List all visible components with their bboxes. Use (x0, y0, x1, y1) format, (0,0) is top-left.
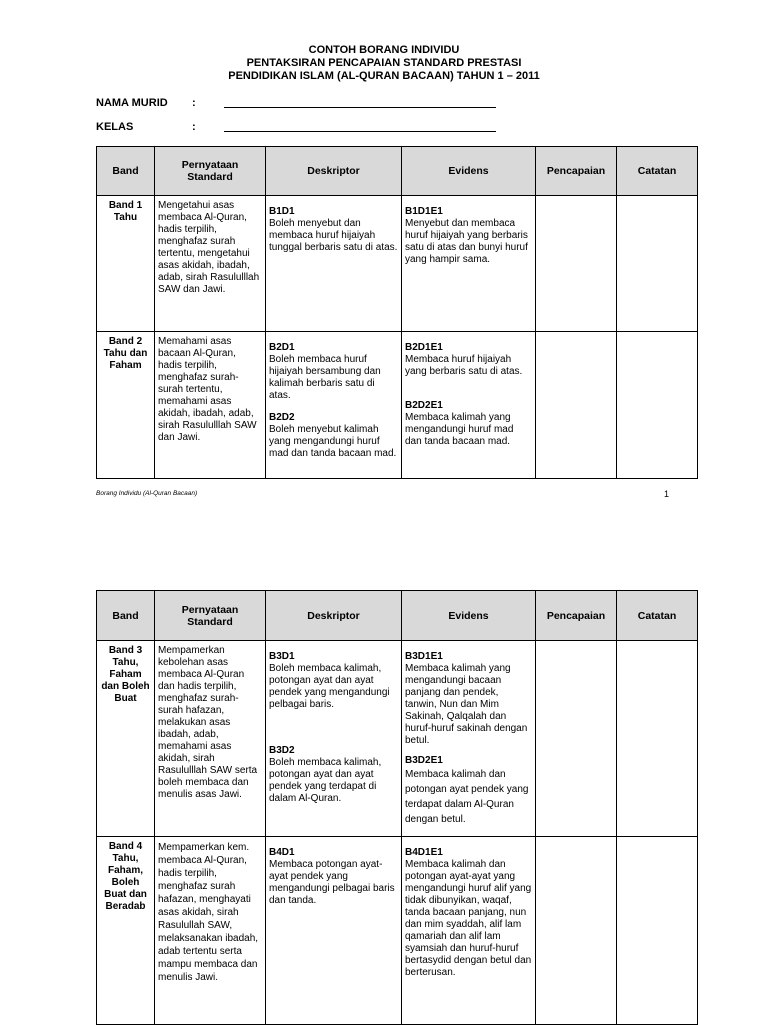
evidence-text: Membaca kalimah dan potongan ayat-ayat yang mengandungi huruf alif yang tidak dibunyikan, waqaf, tanda bacaan panjang, nun dan mim syaddah, alif lam qamariah dan alif lam syamsiah dan huruf-huruf bertasydid dengan betul dan berterusan. (405, 859, 532, 978)
evidence-cell (402, 837, 536, 1025)
kelas-label: KELAS (96, 121, 134, 133)
page-gap (0, 520, 768, 560)
catatan-cell[interactable] (617, 837, 698, 1025)
nama-murid-colon: : (192, 97, 196, 109)
nama-murid-blank-line[interactable] (224, 107, 496, 108)
band-cell: Band 2 Tahu dan Faham (97, 332, 155, 479)
statement-cell: Memahami asas bacaan Al-Quran, hadis terpilih, menghafaz surah-surah tertentu, memahami asas akidah, ibadah, adab, sirah Rasululllah SAW dan Jawi. (155, 332, 266, 479)
descriptor-cell (266, 837, 402, 1025)
assessment-table-1 (96, 146, 698, 479)
header-evidens: Evidens (402, 147, 536, 196)
descriptor-code: B2D2 (269, 412, 295, 423)
footer-document-name: Borang Individu (Al-Quran Bacaan) (96, 490, 198, 497)
page-2 (0, 560, 768, 1024)
assessment-table-2 (96, 590, 698, 1025)
header-pencapaian: Pencapaian (536, 591, 617, 641)
band-cell: Band 3 Tahu, Faham dan Boleh Buat (97, 641, 155, 837)
pencapaian-cell[interactable] (536, 332, 617, 479)
catatan-cell[interactable] (617, 196, 698, 332)
descriptor-text: Boleh membaca huruf hijaiyah bersambung dan kalimah berbaris satu di atas. (269, 354, 381, 401)
descriptor-code: B3D1 (269, 651, 295, 662)
table-header-row (97, 147, 698, 196)
pencapaian-cell[interactable] (536, 196, 617, 332)
evidence-cell (402, 332, 536, 479)
table-row-band-2 (97, 332, 698, 479)
descriptor-text: Boleh membaca kalimah, potongan ayat dan ayat pendek yang mengandungi pelbagai baris. (269, 663, 390, 710)
descriptor-cell (266, 196, 402, 332)
evidence-code: B2D1E1 (405, 342, 443, 353)
header-band: Band (97, 591, 155, 641)
header-pernyataan: Pernyataan Standard (155, 591, 266, 641)
evidence-text: Membaca kalimah yang mengandungi huruf mad dan tanda bacaan mad. (405, 412, 514, 447)
band-cell: Band 4 Tahu, Faham, Boleh Buat dan Beradab (97, 837, 155, 1025)
header-deskriptor: Deskriptor (266, 591, 402, 641)
document-header (0, 44, 768, 83)
header-pencapaian: Pencapaian (536, 147, 617, 196)
evidence-cell (402, 196, 536, 332)
descriptor-code: B3D2 (269, 745, 295, 756)
descriptor-cell (266, 332, 402, 479)
header-line-3: PENDIDIKAN ISLAM (AL-QURAN BACAAN) TAHUN 1 – 2011 (228, 70, 540, 82)
header-pernyataan: Pernyataan Standard (155, 147, 266, 196)
pencapaian-cell[interactable] (536, 641, 617, 837)
statement-cell: Mempamerkan kem. membaca Al-Quran, hadis terpilih, menghafaz surah hafazan, menghayati asas akidah, sirah Rasulullah SAW, melaksanakan ibadah, adab tertentu serta mampu membaca dan menulis Jawi. (155, 837, 266, 1025)
header-band: Band (97, 147, 155, 196)
band-cell: Band 1 Tahu (97, 196, 155, 332)
descriptor-text: Boleh menyebut dan membaca huruf hijaiyah tunggal berbaris satu di atas. (269, 218, 398, 253)
descriptor-code: B1D1 (269, 206, 295, 217)
statement-cell: Mengetahui asas membaca Al-Quran, hadis terpilih, menghafaz surah tertentu, mengetahui asas akidah, ibadah, adab, sirah Rasululllah SAW dan Jawi. (155, 196, 266, 332)
descriptor-text: Membaca potongan ayat-ayat pendek yang mengandungi pelbagai baris dan tanda. (269, 859, 395, 906)
header-catatan: Catatan (617, 147, 698, 196)
table-row-band-4 (97, 837, 698, 1025)
catatan-cell[interactable] (617, 641, 698, 837)
descriptor-code: B2D1 (269, 342, 295, 353)
statement-cell: Mempamerkan kebolehan asas membaca Al-Quran dan hadis terpilih, menghafaz surah-surah hafazan, melakukan asas ibadah, adab, memahami asas akidah, sirah Rasululllah SAW serta boleh membaca dan menulis asas Jawi. (155, 641, 266, 837)
evidence-code: B4D1E1 (405, 847, 443, 858)
evidence-code: B3D1E1 (405, 651, 443, 662)
kelas-blank-line[interactable] (224, 131, 496, 132)
header-line-2: PENTAKSIRAN PENCAPAIAN STANDARD PRESTASI (246, 57, 522, 69)
evidence-code: B2D2E1 (405, 400, 443, 411)
pencapaian-cell[interactable] (536, 837, 617, 1025)
descriptor-text: Boleh menyebut kalimah yang mengandungi huruf mad dan tanda bacaan mad. (269, 424, 397, 459)
nama-murid-label: NAMA MURID (96, 97, 168, 109)
header-deskriptor: Deskriptor (266, 147, 402, 196)
table-header-row (97, 591, 698, 641)
evidence-code: B3D2E1 (405, 755, 443, 766)
table-row-band-3 (97, 641, 698, 837)
kelas-colon: : (192, 121, 196, 133)
descriptor-cell (266, 641, 402, 837)
header-evidens: Evidens (402, 591, 536, 641)
table-row-band-1 (97, 196, 698, 332)
evidence-code: B1D1E1 (405, 206, 443, 217)
evidence-text: Membaca kalimah yang mengandungi bacaan panjang dan pendek, tanwin, Nun dan Mim Sakinah, Qalqalah dan huruf-huruf sakinah dengan betul. (405, 663, 528, 746)
header-line-1: CONTOH BORANG INDIVIDU (308, 44, 460, 56)
catatan-cell[interactable] (617, 332, 698, 479)
header-catatan: Catatan (617, 591, 698, 641)
page-number: 1 (664, 489, 670, 499)
descriptor-code: B4D1 (269, 847, 295, 858)
descriptor-text: Boleh membaca kalimah, potongan ayat dan ayat pendek yang terdapat di dalam Al-Quran. (269, 757, 382, 804)
evidence-cell (402, 641, 536, 837)
evidence-text: Membaca kalimah dan potongan ayat pendek yang terdapat dalam Al-Quran dengan betul. (405, 769, 529, 825)
evidence-text: Membaca huruf hijaiyah yang berbaris satu di atas. (405, 354, 523, 377)
evidence-text: Menyebut dan membaca huruf hijaiyah yang berbaris satu di atas dan bunyi huruf yang hampir sama. (405, 218, 528, 265)
